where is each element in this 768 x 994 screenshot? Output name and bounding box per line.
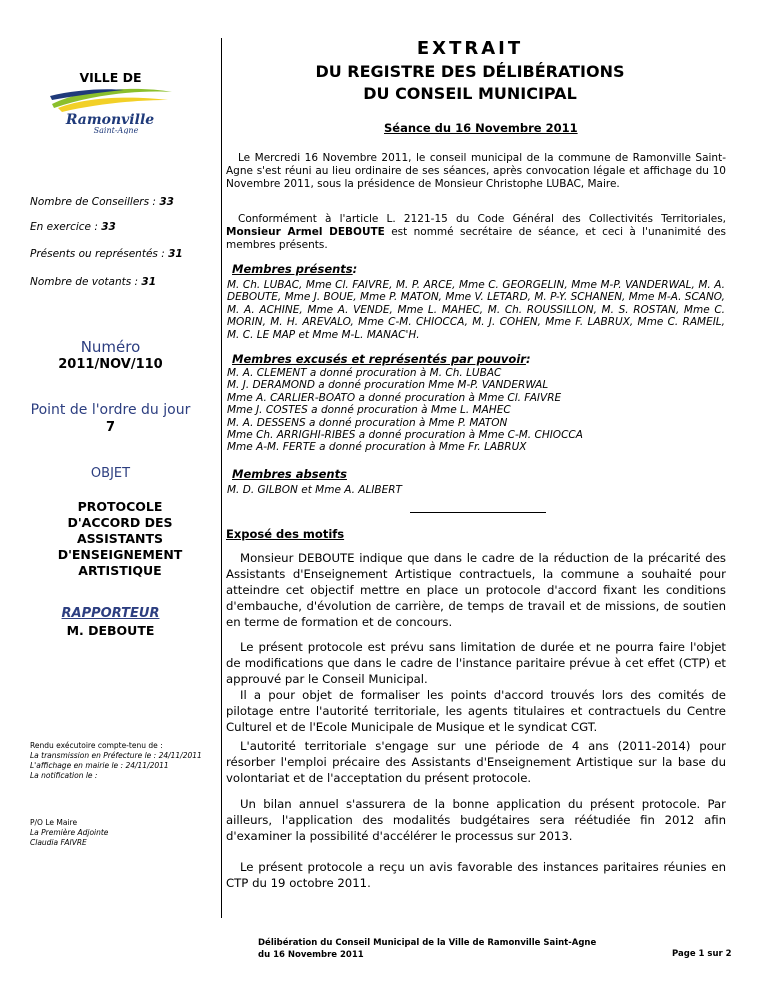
section-separator [410, 512, 546, 513]
rendu-executoire: Rendu exécutoire compte-tenu de : La transmission en Préfecture le : 24/11/2011 L'affichage en mairie le : 24/11/2011 La notification le : [30, 741, 202, 780]
expose-paragraph-1: Monsieur DEBOUTE indique que dans le cadre de la réduction de la précarité des Assistants d'Enseignement Artistique contractuels, la commune a souhaité pour atteindre cet objectif mettre en place un protocole d'accord fixant les conditions d'embauche, d'évolution de carrière, de temps de travail et de missions, de soutien en terme de formation et de concours. [226, 551, 726, 629]
expose-heading: Exposé des motifs [226, 527, 345, 541]
numero-label: Numéro [80, 338, 141, 356]
title-conseil: DU CONSEIL MUNICIPAL [363, 84, 577, 103]
membres-presents-list: M. Ch. LUBAC, Mme Cl. FAIVRE, M. P. ARCE, Mme C. GEORGELIN, Mme M-P. VANDERWAL, M. A. DEBOUTE, Mme J. BOUE, Mme P. MATON, Mme V. LETARD, M. P-Y. SCHANEN, Mme M-A. SCANO, M. A. ACHINE, Mme A. VENDE, Mme L. MAHEC, M. Ch. ROUSSILLON, M. S. ROSTAN, Mme C. MORIN, M. H. AREVALO, Mme C-M. CHIOCCA, M. J. COHEN, Mme F. LABRUX, Mme C. RAMEIL, M. C. LE MAP et Mme M-L. MANAC'H. [227, 279, 725, 341]
title-registre: DU REGISTRE DES DÉLIBÉRATIONS [315, 62, 625, 81]
objet-value: PROTOCOLE D'ACCORD DES ASSISTANTS D'ENSEIGNEMENT ARTISTIQUE [57, 499, 183, 578]
exercice-count: En exercice : 33 [30, 221, 116, 233]
signature-block: P/O Le Maire La Première Adjointe Claudia FAIVRE [30, 818, 109, 847]
numero-value: 2011/NOV/110 [58, 357, 163, 372]
list-item: M. J. DERAMOND a donné procuration Mme M-P. VANDERWAL [227, 379, 549, 392]
list-item: Mme Ch. ARRIGHI-RIBES a donné procuration à Mme C-M. CHIOCCA [227, 429, 583, 442]
title-extrait: EXTRAIT [416, 38, 524, 59]
expose-paragraph-2: Le présent protocole est prévu sans limitation de durée et ne pourra faire l'objet de modifications que dans le cadre de l'instance paritaire prévue à cet effet (CTP) et approuvé par le Conseil Municipal. Il a pour objet de formaliser les points d'accord trouvés lors des comités de pilotage entre l'autorité territoriale, les agents titulaires et contractuels du Centre Culturel et de l'Ecole Municipale de Musique et le syndicat CGT. [226, 640, 726, 734]
list-item: Mme J. COSTES a donné procuration à Mme L. MAHEC [227, 404, 511, 417]
logo-text: Ramonville [65, 112, 155, 128]
membres-presents-heading: Membres présents: [232, 262, 358, 276]
membres-absents-list: M. D. GILBON et Mme A. ALIBERT [227, 484, 402, 496]
seance-date: Séance du 16 Novembre 2011 [384, 121, 578, 135]
conseillers-count: Nombre de Conseillers : 33 [30, 196, 174, 208]
intro-paragraph-1: Le Mercredi 16 Novembre 2011, le conseil municipal de la commune de Ramonville Saint-Agne s'est réuni au lieu ordinaire de ses séances, après convocation légale et affichage du 10 Novembre 2011, sous la présidence de Monsieur Christophe LUBAC, Maire. [226, 152, 726, 190]
objet-label: OBJET [90, 466, 131, 481]
rapporteur-value: M. DEBOUTE [66, 623, 155, 638]
page-number: Page 1 sur 2 [672, 949, 732, 959]
ville-de-label: VILLE DE [79, 70, 142, 85]
presents-count: Présents ou représentés : 31 [30, 248, 183, 260]
votants-count: Nombre de votants : 31 [30, 276, 157, 288]
footer-text: Délibération du Conseil Municipal de la Ville de Ramonville Saint-Agne du 16 Novembre 2011 [258, 938, 597, 960]
logo-subtext: Saint-Agne [93, 126, 139, 134]
list-item: M. A. DESSENS a donné procuration à Mme P. MATON [227, 416, 508, 429]
ordre-du-jour-label: Point de l'ordre du jour [30, 402, 191, 418]
expose-paragraph-3: L'autorité territoriale s'engage sur une période de 4 ans (2011-2014) pour résorber l'emploi précaire des Assistants d'Enseignement Artistique sur la base du volontariat et de l'acceptation du présent protocole. [226, 739, 726, 785]
column-divider [221, 38, 222, 918]
ordre-du-jour-value: 7 [105, 420, 116, 435]
membres-excuses-list [227, 367, 725, 454]
list-item: M. A. CLEMENT a donné procuration à M. Ch. LUBAC [227, 367, 502, 379]
list-item: Mme A. CARLIER-BOATO a donné procuration à Mme Cl. FAIVRE [227, 391, 562, 404]
rapporteur-label: RAPPORTEUR [61, 606, 160, 621]
expose-paragraph-5: Le présent protocole a reçu un avis favorable des instances paritaires réunies en CTP du 19 octobre 2011. [226, 860, 726, 890]
expose-paragraph-4: Un bilan annuel s'assurera de la bonne application du présent protocole. Par ailleurs, l'application des modalités budgétaires sera réétudiée fin 2012 afin d'examiner la possibilité d'accélérer le processus sur 2013. [226, 797, 726, 843]
intro-paragraph-2: Conformément à l'article L. 2121-15 du Code Général des Collectivités Territoriales, Monsieur Armel DEBOUTE est nommé secrétaire de séance, et ceci à l'unanimité des membres présents. [226, 213, 726, 251]
ramonville-logo [44, 86, 176, 134]
membres-absents-heading: Membres absents [232, 467, 347, 481]
list-item: Mme A-M. FERTE a donné procuration à Mme Fr. LABRUX [227, 441, 527, 454]
membres-excuses-heading: Membres excusés et représentés par pouvoir: [232, 352, 531, 366]
